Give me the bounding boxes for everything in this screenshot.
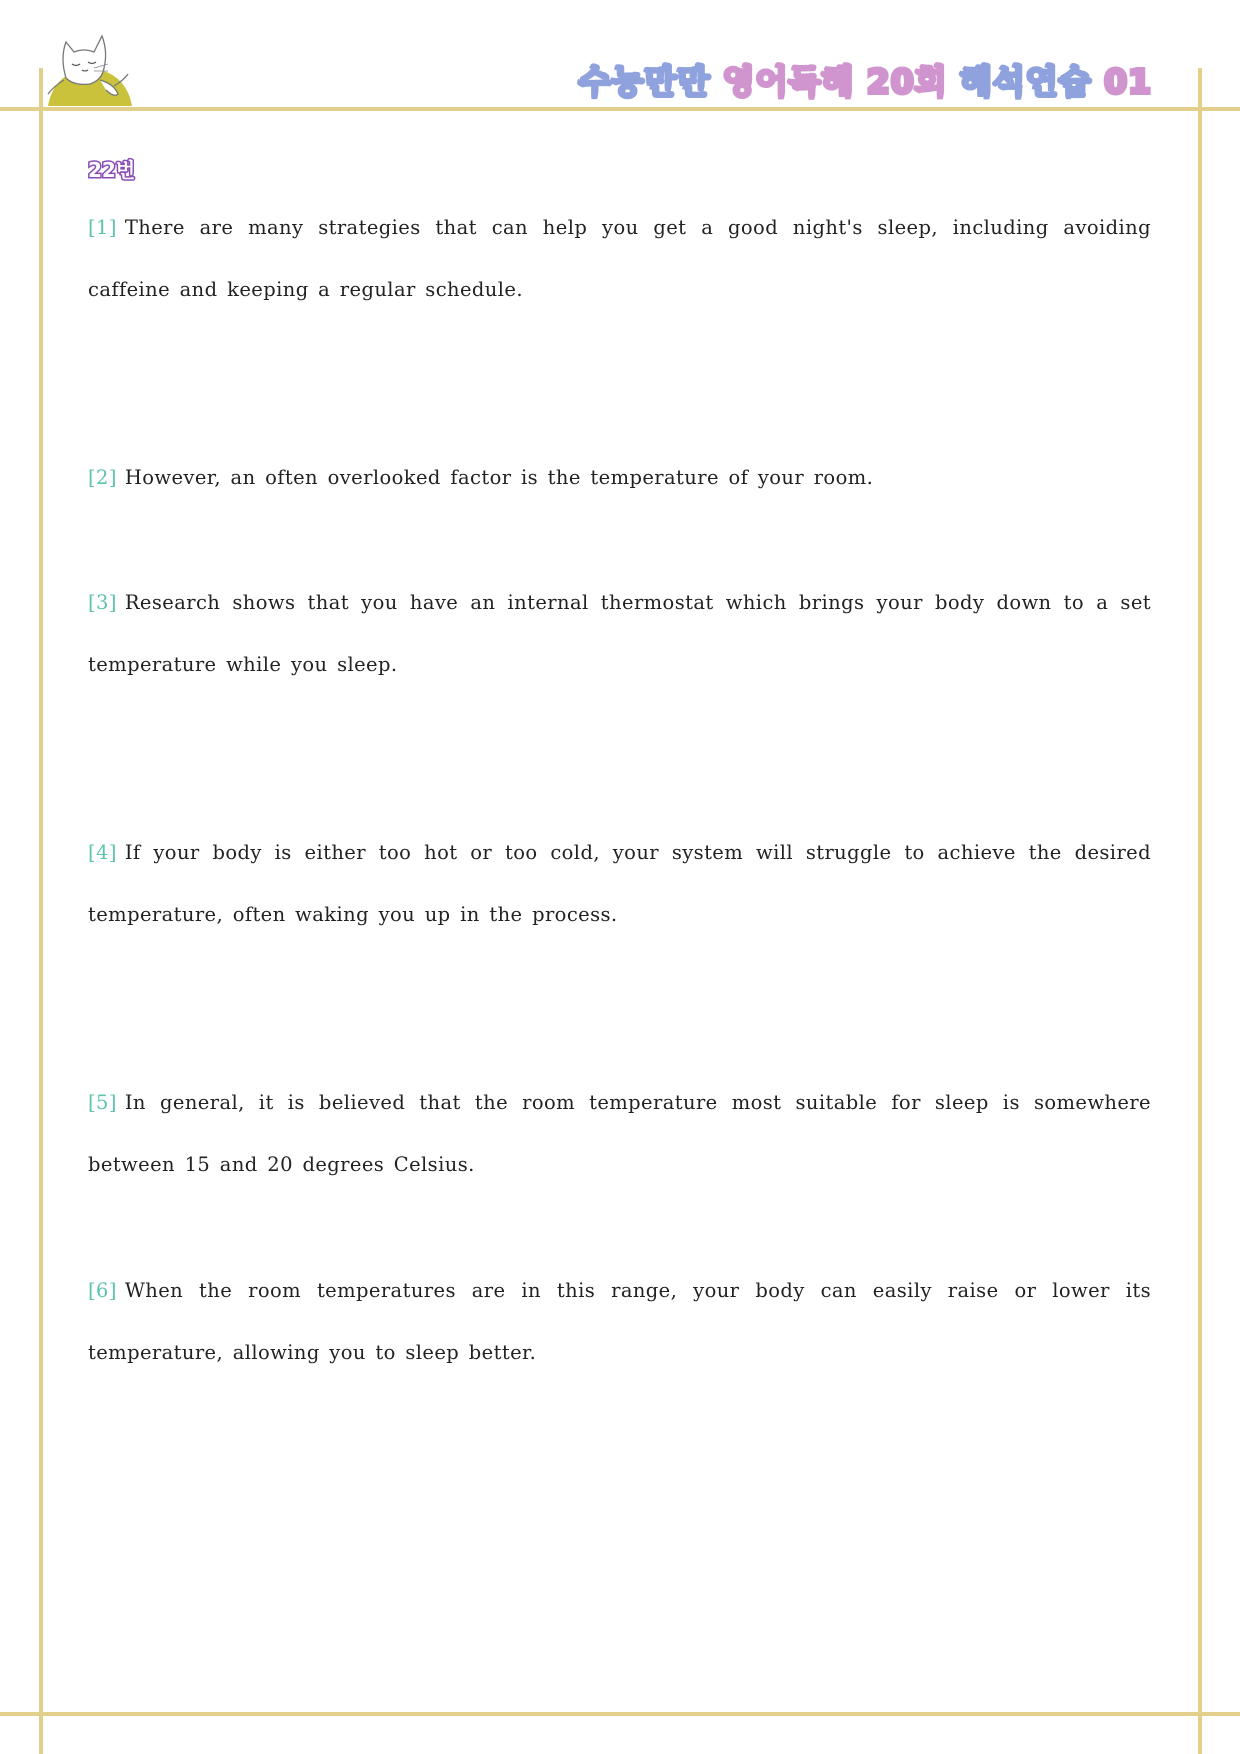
bottom-border-line bbox=[0, 1712, 1240, 1716]
sentence-number: [3] bbox=[88, 591, 117, 614]
sentence-5 bbox=[88, 1072, 1151, 1196]
sentence-text: However, an often overlooked factor is the temperature of your room. bbox=[124, 466, 874, 489]
left-border-line bbox=[39, 68, 43, 1754]
title-part-1: 수능만만 bbox=[578, 62, 711, 101]
title-part-2: 영어독해 bbox=[722, 62, 855, 101]
sentence-number: [2] bbox=[88, 466, 117, 489]
sentence-number: [6] bbox=[88, 1279, 117, 1302]
sentence-text: Research shows that you have an internal thermostat which brings your body down to a set temperature while you sleep. bbox=[88, 591, 1151, 676]
title-part-4: 해석연습 bbox=[960, 62, 1092, 101]
sentence-6 bbox=[88, 1260, 1151, 1384]
sentence-text: When the room temperatures are in this range, your body can easily raise or lower its temperature, allowing you to sleep better. bbox=[88, 1279, 1151, 1364]
sentence-text: In general, it is believed that the room temperature most suitable for sleep is somewhere between 15 and 20 degrees Celsius. bbox=[88, 1091, 1151, 1176]
title-part-3: 20회 bbox=[866, 62, 948, 101]
sentence-number: [5] bbox=[88, 1091, 117, 1114]
top-border-line bbox=[0, 107, 1240, 111]
cat-mascot-icon bbox=[44, 28, 136, 106]
right-border-line bbox=[1198, 68, 1202, 1754]
sentence-1 bbox=[88, 197, 1151, 321]
sentence-2 bbox=[88, 447, 1151, 509]
question-number-label: 22번 bbox=[88, 158, 136, 182]
sentence-text: There are many strategies that can help you get a good night's sleep, including avoiding caffeine and keeping a regular schedule. bbox=[88, 216, 1151, 301]
sentence-text: If your body is either too hot or too cold, your system will struggle to achieve the desired temperature, often waking you up in the process. bbox=[88, 841, 1151, 926]
sentence-number: [1] bbox=[88, 216, 117, 239]
sentence-4 bbox=[88, 822, 1151, 946]
document-title bbox=[579, 56, 1152, 103]
sentence-number: [4] bbox=[88, 841, 117, 864]
sentence-3 bbox=[88, 572, 1151, 696]
title-part-5: 01 bbox=[1104, 62, 1152, 101]
